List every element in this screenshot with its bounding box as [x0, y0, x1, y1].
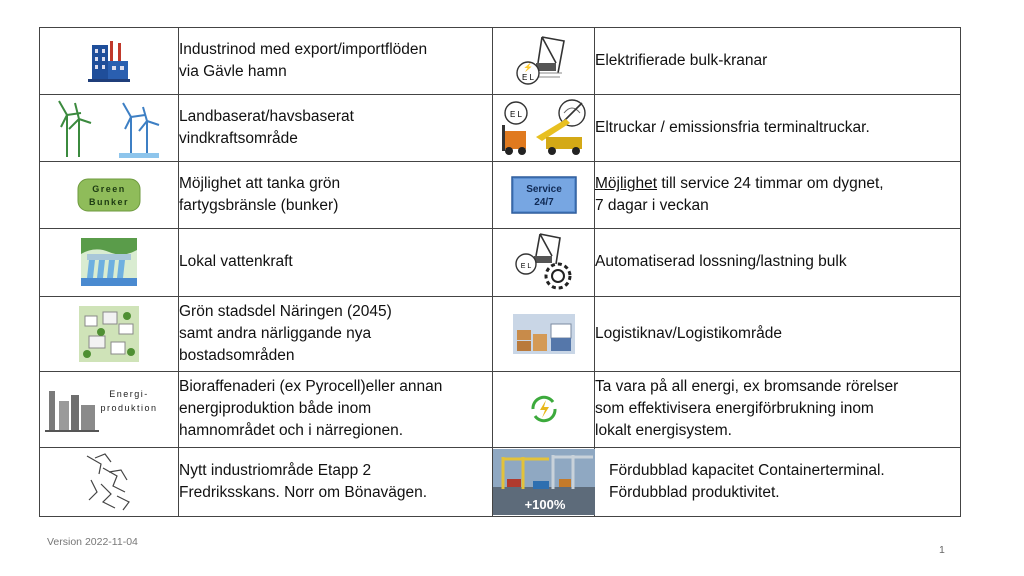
biorefinery-text: Bioraffenaderi (ex Pyrocell)eller annan energiproduktion både inom hamnområdet och i närregionen.: [179, 371, 493, 447]
green-district-icon: [40, 296, 179, 371]
hydropower-dam-icon: [40, 229, 179, 296]
container-terminal-icon: [493, 447, 595, 516]
energy-plant-icon: [40, 371, 179, 447]
table-row: [40, 162, 961, 229]
service-24-7-text: Möjlighet till service 24 timmar om dygnet, 7 dagar i veckan: [595, 162, 961, 229]
electric-trucks-icon: [493, 95, 595, 162]
industry-node-text: Industrinod med export/importflöden via Gävle hamn: [179, 28, 493, 95]
container-terminal-text: Fördubblad kapacitet Containerterminal. Fördubblad produktivitet.: [595, 447, 961, 516]
svg-text:Service: Service: [525, 184, 562, 196]
underlined-word: Möjlighet: [595, 175, 658, 193]
logistics-warehouse-icon: [493, 296, 595, 371]
automated-crane-gear-icon: [493, 229, 595, 296]
version-label: Version 2022-11-04: [47, 536, 138, 548]
svg-text:24/7: 24/7: [533, 197, 554, 209]
table-row: [40, 95, 961, 162]
svg-text:E L: E L: [520, 263, 531, 271]
table-row: [40, 447, 961, 516]
logistics-hub-text: Logistiknav/Logistikområde: [595, 296, 961, 371]
table-row: [40, 296, 961, 371]
svg-text:produktion: produktion: [100, 403, 158, 414]
energy-recycle-icon: [493, 371, 595, 447]
factory-icon: [40, 28, 179, 95]
svg-text:+100%: +100%: [524, 496, 566, 512]
green-bunker-text: Möjlighet att tanka grön fartygsbränsle (bunker): [179, 162, 493, 229]
industrial-area-map-icon: [40, 447, 179, 516]
svg-text:E L: E L: [509, 110, 522, 120]
wind-power-area-text: Landbaserat/havsbaserat vindkraftsområde: [179, 95, 493, 162]
electric-trucks-text: Eltruckar / emissionsfria terminaltruckar.: [595, 95, 961, 162]
wind-turbines-icon: [40, 95, 179, 162]
svg-text:Green: Green: [92, 184, 126, 195]
green-bunker-badge: [40, 162, 179, 229]
svg-text:Bunker: Bunker: [88, 197, 130, 208]
electric-crane-icon: [493, 28, 595, 95]
svg-text:E L: E L: [521, 73, 534, 83]
green-district-text: Grön stadsdel Näringen (2045) samt andra närliggande nya bostadsområden: [179, 296, 493, 371]
hydropower-text: Lokal vattenkraft: [179, 229, 493, 296]
table-row: [40, 371, 961, 447]
svg-text:⚡: ⚡: [522, 63, 533, 73]
content-table: [39, 27, 961, 517]
automated-unloading-text: Automatiserad lossning/lastning bulk: [595, 229, 961, 296]
table-row: [40, 28, 961, 95]
svg-text:Energi-: Energi-: [109, 389, 149, 400]
service-24-7-badge: [493, 162, 595, 229]
new-industrial-area-text: Nytt industriområde Etapp 2 Fredriksskans. Norr om Bönavägen.: [179, 447, 493, 516]
table-row: [40, 229, 961, 296]
electric-bulk-cranes-text: Elektrifierade bulk-kranar: [595, 28, 961, 95]
page-number: 1: [939, 544, 945, 556]
energy-recovery-text: Ta vara på all energi, ex bromsande rörelser som effektivisera energiförbrukning inom lokalt energisystem.: [595, 371, 961, 447]
